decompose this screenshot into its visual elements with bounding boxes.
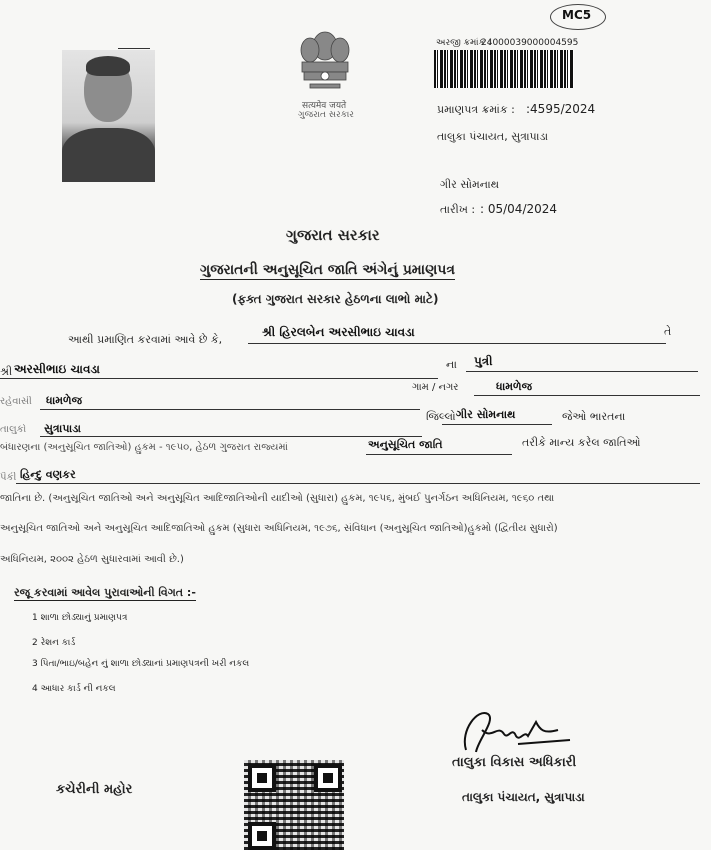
date-label: તારીખ : xyxy=(440,203,476,216)
certificate-title: ગુજરાતની અનુસૂચિત જાતિ અંગેનું પ્રમાણપત્ર xyxy=(200,262,456,278)
caste: હિન્દુ વણકર xyxy=(20,468,76,481)
line4-prefix: તાલુકો xyxy=(0,424,27,435)
document-item-1: 1 શાળા છોડ્યાનું પ્રમાણપત્ર xyxy=(32,613,128,623)
certificate-no: :4595/2024 xyxy=(526,102,596,116)
document-item-3: 3 પિતા/ભાઇ/બહેન નું શાળા છોડ્યાનાં પ્રમાણપત્રની ખરી નકલ xyxy=(32,659,250,669)
line6-prefix: પૈકી xyxy=(0,472,16,483)
emblem-motto: सत्यमेव जयते xyxy=(302,101,347,111)
barcode xyxy=(434,50,574,88)
village: ધામળેજ xyxy=(496,380,533,393)
signer-title: તાલુકા વિકાસ અધિકારી xyxy=(452,755,577,770)
district: ગીર સોમનાથ xyxy=(456,408,516,421)
father-name: અરસીભાઇ ચાવડા xyxy=(14,362,100,376)
qr-code xyxy=(244,760,344,850)
certificate-no-label: પ્રમાણપત્ર ક્રમાંક : xyxy=(437,103,515,116)
legal-para-2: અનુસૂચિત જાતિઓ અને અનુસૂચિત આદિજાતિઓ હુકમ (સુધારા અધિનિયમ, ૧૯૭૬, સંવિધાન (અનુસૂચિત જાતિઓ)હુકમો (દ્વિતીય સુધારો) xyxy=(0,523,558,534)
relation-prefix: ના xyxy=(446,358,457,371)
relation: પુત્રી xyxy=(474,354,493,368)
handwritten-code: MC5 xyxy=(562,8,592,22)
applicant-photo xyxy=(62,50,155,182)
document-item-4: 4 આધાર કાર્ડ ની નકલ xyxy=(32,684,116,694)
village-label: ગામ / નગર xyxy=(412,382,459,393)
issuing-office: તાલુકા પંચાયત, સુત્રાપાડા xyxy=(437,130,549,143)
government-title: ગુજરાત સરકાર xyxy=(286,226,380,244)
line1-suffix: તે xyxy=(664,325,672,338)
issue-date: : 05/04/2024 xyxy=(480,202,558,216)
legal-para-3: અધિનિયમ, ૨૦૦૨ હેઠળ સુધારવામાં આવી છે.) xyxy=(0,554,184,565)
applicant-name: શ્રી હિરલબેન અરસીભાઇ ચાવડા xyxy=(262,325,415,339)
line4-suffix: જેઓ ભારતના xyxy=(562,410,626,423)
legal-para-1: જાતિના છે. (અનુસૂચિત જાતિઓ અને અનુસૂચિત આદિજાતિઓની યાદીઓ (સુધારા) હુકમ, ૧૯૫૬, મુંબઈ પુનર્ગઠન અધિનિયમ, ૧૯૬૦ તથા xyxy=(0,493,555,504)
line1-prefix: આથી પ્રમાણિત કરવામાં આવે છે કે, xyxy=(68,333,223,346)
emblem-caption: ગુજરાત સરકાર xyxy=(298,110,354,120)
signature xyxy=(458,700,578,758)
category: અનુસૂચિત જાતિ xyxy=(368,438,443,451)
certificate-subtitle: (ફક્ત ગુજરાત સરકાર હેઠળના લાભો માટે) xyxy=(232,292,439,306)
residence: ધામળેજ xyxy=(46,394,83,407)
line5-prefix: બંધારણના (અનુસૂચિત જાતિઓ) હુકમ - ૧૯૫૦, હેઠળ ગુજરાત રાજ્યમાં xyxy=(0,442,288,453)
application-number: 24000039000004595 xyxy=(481,38,579,48)
taluka: સુત્રાપાડા xyxy=(44,422,81,435)
line2-prefix: શ્રી xyxy=(0,365,12,378)
line5-suffix: તરીકે માન્ય કરેલ જાતિઓ xyxy=(522,436,641,449)
line3-prefix: રહેવાસી xyxy=(0,396,32,407)
documents-heading: રજૂ કરવામાં આવેલ પુરાવાઓની વિગત :- xyxy=(14,586,196,599)
application-label: અરજી ક્રમાંક : xyxy=(436,38,491,48)
signer-office: તાલુકા પંચાયત, સુત્રાપાડા xyxy=(462,790,585,804)
office-seal-label: કચેરીની મહોર xyxy=(56,782,133,797)
issuing-district: ગીર સોમનાથ xyxy=(440,178,500,191)
document-item-2: 2 રેશન કાર્ડ xyxy=(32,638,76,648)
district-label: જિલ્લો xyxy=(426,410,456,423)
